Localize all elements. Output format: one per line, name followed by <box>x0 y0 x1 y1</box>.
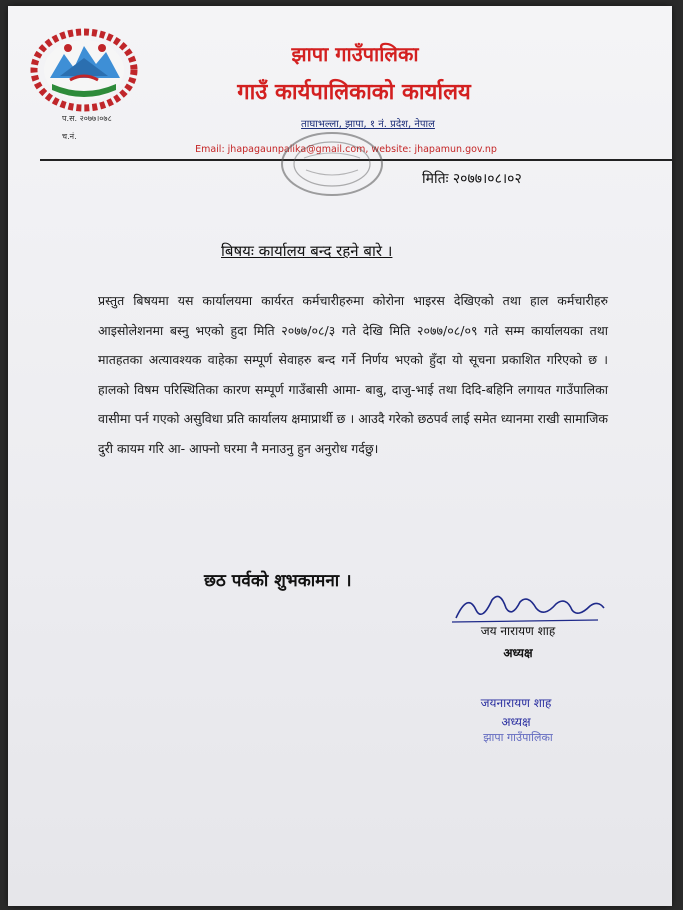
office-name: गाउँ कार्यपालिकाको कार्यालय <box>237 80 471 105</box>
signer-title: अध्यक्ष <box>503 646 533 660</box>
fiscal-year-ref: प.स. २०७७।०७८ <box>62 114 112 123</box>
seal-stamp-title: अध्यक्ष <box>501 715 531 729</box>
letter-page <box>8 6 672 906</box>
signer-name: जय नारायण शाह <box>480 624 556 638</box>
letter-date: मितिः २०७७।०८।०२ <box>422 171 522 187</box>
seal-stamp-office: झापा गाउँपालिका <box>483 731 553 744</box>
office-address: ताघाभल्ला, झापा, १ नं. प्रदेश, नेपाल <box>301 119 435 130</box>
festival-greeting: छठ पर्वको शुभकामना । <box>204 571 352 591</box>
letter-subject: बिषयः कार्यालय बन्द रहने बारे । <box>221 242 393 260</box>
seal-stamp-name: जयनारायण शाह <box>480 696 552 710</box>
contact-line: Email: jhapagaunpalika@gmail.com, website: jhapamun.gov.np <box>195 144 497 155</box>
letter-body: प्रस्तुत बिषयमा यस कार्यालयमा कार्यरत कर्मचारीहरुमा कोरोना भाइरस देखिएको तथा हाल कर्मचारीहरु आइसोलेशनमा बस्नु भएको हुदा मिति २०७७/०८/३ गते देखि मिति २०७७/०८/०९ गते सम्म कार्यालयका तथा मातहतका अत्यावश्यक वाहेका सम्पूर्ण सेवाहरु बन्द गर्ने निर्णय भएको हुँदा यो सूचना प्रकाशित गरिएको छ । हालको विषम परिस्थितिका कारण सम्पूर्ण गाउँबासी आमा- बाबु, दाजु-भाई तथा दिदि-बहिनि लगायत गाउँपालिका वासीमा पर्न गएको असुविधा प्रति कार्यालय क्षमाप्रार्थी छ । आउदै गरेको छठपर्व लाई समेत ध्यानमा राखी सामाजिक दुरी कायम गरि आ- आफ्नो घरमा नै मनाउनु हुन अनुरोध गर्दछु। <box>98 293 608 456</box>
nepal-emblem-logo <box>30 28 138 112</box>
dispatch-number-ref: च.नं. <box>62 132 77 141</box>
office-stamp <box>276 128 388 200</box>
municipality-name: झापा गाउँपालिका <box>291 42 419 66</box>
